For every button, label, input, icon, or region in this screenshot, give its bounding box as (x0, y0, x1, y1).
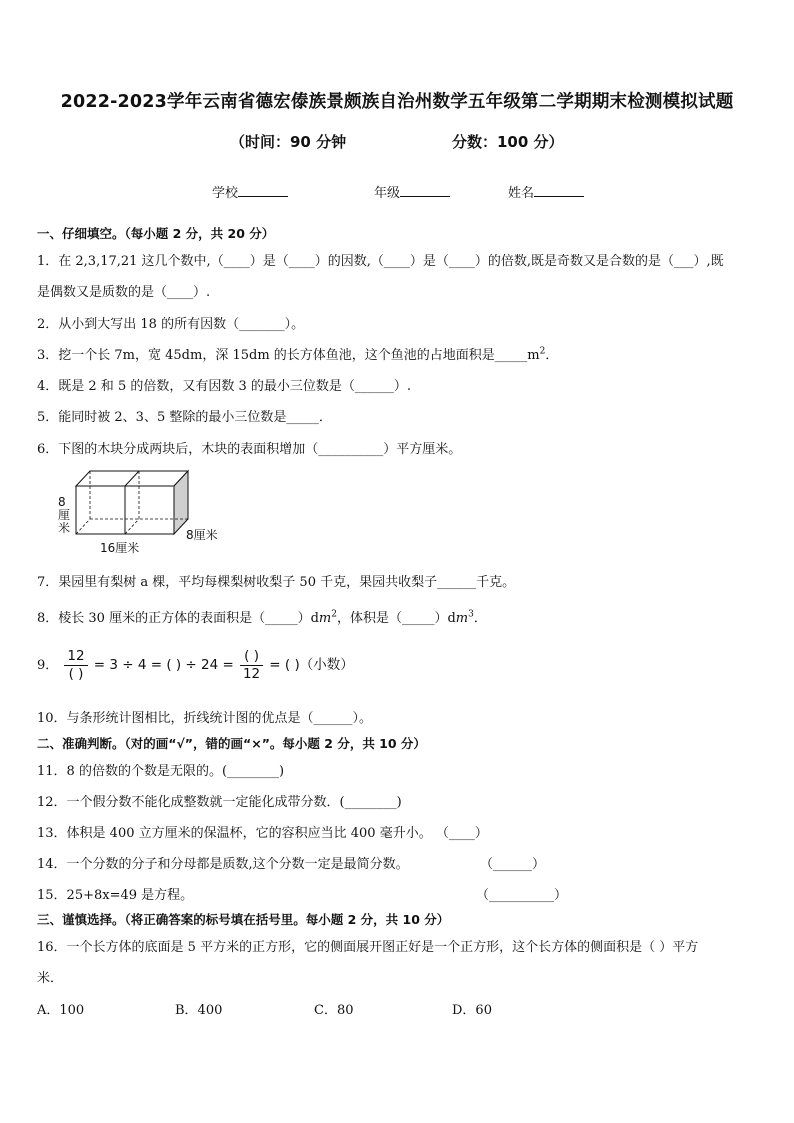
question-9 (37, 648, 354, 683)
exam-meta (0, 131, 794, 151)
height-label (58, 496, 70, 535)
question-8-end: ． (473, 611, 487, 626)
height-label-char2: 米 (58, 521, 71, 535)
length-label: 16厘米 (100, 541, 140, 555)
question-3-exponent: 2 (539, 346, 546, 357)
hidden-edge-depth (76, 519, 90, 534)
question-14: 14．一个分数的分子和分母都是质数,这个分数一定是最简分数。 (37, 857, 409, 872)
question-8-unit-1: m (318, 611, 332, 626)
question-1-line-1: 1．在 2,3,17,21 这几个数中,（____）是（____）的因数,（____）是（____）的倍数,既是奇数又是合数的是（___）,既 (37, 254, 724, 269)
fraction-1-numerator: 12 (64, 648, 87, 666)
question-3 (37, 344, 558, 363)
cuboid-side-face (174, 471, 188, 534)
question-8-part-2: ，体积是（_____）d (336, 611, 456, 626)
grade-blank[interactable] (400, 182, 450, 197)
height-label-char1: 厘 (58, 508, 71, 522)
student-info-row (0, 182, 794, 202)
question-6: 6．下图的木块分成两块后，木块的表面积增加（__________）平方厘米。 (37, 442, 462, 457)
question-4: 4．既是 2 和 5 的倍数，又有因数 3 的最小三位数是（______）. (37, 379, 412, 394)
question-8-unit-2: m (455, 611, 469, 626)
fraction-1-denominator: ( ) (68, 666, 84, 682)
question-3-text: 3．挖一个长 7m，宽 45dm，深 15dm 的长方体鱼池，这个鱼池的占地面积是_____m (37, 348, 540, 363)
question-3-end: ． (545, 348, 559, 363)
question-8-exponent-2: 3 (468, 609, 474, 620)
choice-d[interactable]: D．60 (452, 1003, 492, 1018)
question-9-middle: = 3 ÷ 4 = ( ) ÷ 24 = (93, 657, 234, 673)
choice-a[interactable]: A．100 (37, 1003, 85, 1018)
question-9-end: = ( )（小数） (269, 657, 354, 673)
question-16-line-2: 米． (37, 971, 64, 986)
depth-label: 8厘米 (186, 528, 218, 542)
hidden-cut-depth (125, 519, 139, 534)
question-2: 2．从小到大写出 18 的所有因数（_______）。 (37, 317, 305, 332)
name-field[interactable] (508, 182, 584, 201)
height-label-digit: 8 (58, 495, 66, 509)
question-8 (37, 607, 487, 626)
question-16-line-1: 16．一个长方体的底面是 5 平方米的正方形，它的侧面展开图正好是一个正方形，这个长方体的侧面积是（ ）平方 (37, 940, 699, 955)
question-10: 10．与条形统计图相比，折线统计图的优点是（______）。 (37, 711, 373, 726)
fraction-2 (240, 648, 263, 683)
question-5: 5．能同时被 2、3、5 整除的最小三位数是_____． (37, 410, 332, 425)
school-blank[interactable] (238, 182, 288, 197)
section-fill-in: 一、仔细填空。（每小题 2 分，共 20 分） (37, 226, 275, 241)
question-8-part-1: 8．棱长 30 厘米的正方体的表面积是（_____）d (37, 611, 319, 626)
fraction-1 (64, 648, 87, 683)
question-15-answer[interactable]: （__________） (476, 888, 568, 903)
grade-label: 年级 (374, 186, 401, 201)
exam-time: （时间：90 分钟 (230, 133, 347, 151)
cuboid-cut-top (125, 471, 139, 486)
fraction-2-numerator: ( ) (240, 648, 263, 666)
name-label: 姓名 (508, 186, 535, 201)
question-7: 7．果园里有梨树 a 棵，平均每棵梨树收梨子 50 千克，果园共收梨子______千克。 (37, 575, 516, 590)
exam-score: 分数：100 分） (452, 133, 564, 151)
school-field[interactable] (212, 182, 288, 201)
name-blank[interactable] (534, 182, 584, 197)
page-title: 2022-2023学年云南省德宏傣族景颇族自治州数学五年级第二学期期末检测模拟试题 (60, 92, 734, 112)
question-14-answer[interactable]: （______） (480, 857, 546, 872)
question-13: 13．体积是 400 立方厘米的保温杯，它的容积应当比 400 毫升小。 （____） (37, 826, 488, 841)
cuboid-figure (54, 468, 224, 562)
question-8-exponent-1: 2 (331, 609, 337, 620)
school-label: 学校 (212, 186, 239, 201)
fraction-2-denominator: 12 (242, 666, 261, 682)
question-15: 15．25+8x=49 是方程。 (37, 888, 194, 903)
question-12: 12．一个假分数不能化成整数就一定能化成带分数．(________) (37, 795, 402, 810)
question-11: 11．8 的倍数的个数是无限的。(________) (37, 764, 285, 779)
section-multiple-choice: 三、谨慎选择。（将正确答案的标号填在括号里。每小题 2 分，共 10 分） (37, 912, 450, 927)
question-9-label: 9． (37, 658, 59, 673)
section-true-false: 二、准确判断。（对的画“√”，错的画“×”。每小题 2 分，共 10 分） (37, 736, 426, 751)
grade-field[interactable] (374, 182, 450, 201)
question-1-line-2: 是偶数又是质数的是（____）. (37, 285, 211, 300)
choice-c[interactable]: C．80 (314, 1003, 354, 1018)
choice-b[interactable]: B．400 (175, 1003, 223, 1018)
